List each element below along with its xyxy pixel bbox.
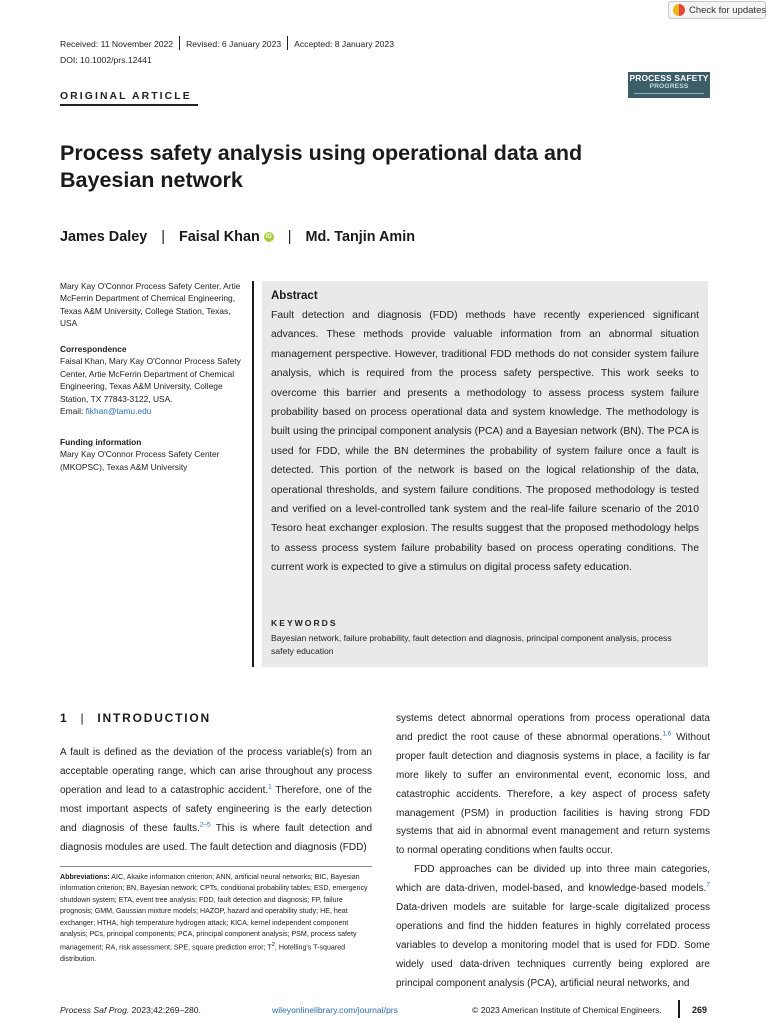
article-type-underline <box>60 104 198 106</box>
text-run: Therefore, one of the most important aspects of safety engineering is the early detection and diagnosis of these faults. <box>60 784 372 834</box>
footnote-label: Abbreviations: <box>60 873 110 881</box>
intro-column-right <box>396 710 710 994</box>
journal-logo-line1: PROCESS SAFETY <box>629 73 709 83</box>
accepted-date: Accepted: 8 January 2023 <box>294 39 394 49</box>
email-line <box>60 405 248 417</box>
footnote-sup: 2 <box>271 942 275 949</box>
funding-heading: Funding information <box>60 437 142 447</box>
article-title: Process safety analysis using operational data and Bayesian network <box>60 141 583 192</box>
text-run: systems detect abnormal operations from process operational data and predict the root cause of these abnormal operations. <box>396 713 710 743</box>
citation-link[interactable]: 1,6 <box>662 730 672 738</box>
keywords-label: KEYWORDS <box>271 618 338 628</box>
funding <box>60 436 248 473</box>
paragraph <box>60 744 372 857</box>
citation-link[interactable]: 2–5 <box>199 821 211 829</box>
text-run: This is where fault detection and diagnosis modules are used. The fault detection and diagnosis (FDD) <box>60 822 373 853</box>
check-for-updates-button[interactable] <box>668 1 766 19</box>
author-name[interactable]: James Daley <box>60 229 148 245</box>
keywords-text: Bayesian network, failure probability, fault detection and diagnosis, principal component analysis, process safety education <box>271 633 672 656</box>
text-run: A fault is defined as the deviation of the process variable(s) from an acceptable operating range, which can arise throughout any process operation and lead to a catastrophic accident. <box>60 747 372 796</box>
footnote-rule <box>60 866 372 867</box>
email-label: Email: <box>60 406 86 417</box>
text-run: Without proper fault detection and diagnosis systems in place, a facility is far more likely to suffer an environmental event, economic loss, and catastrophic accidents. Therefore, a key aspect of process safety management (PSM) in production facilities is having strong FDD systems that aid in abnormal event management and return systems to normal operating conditions when faults occur. <box>396 731 710 857</box>
email-link[interactable]: fikhan@tamu.edu <box>85 406 152 417</box>
journal-logo-rule <box>634 93 704 94</box>
funding-text: Mary Kay O'Connor Process Safety Center (MKOPSC), Texas A&M University <box>60 449 220 472</box>
paragraph <box>396 861 710 993</box>
revised-date: Revised: 6 January 2023 <box>186 39 282 49</box>
section-heading <box>60 711 211 725</box>
abstract-body: Fault detection and diagnosis (FDD) methods have recently experienced significant advances. These methods provide valuable information from an abnormal situation management perspective. However, traditional FDD methods do not consider system failure analysis, which is required from the process safety perspective. This work seeks to overcome this barrier and presents a methodology to assess process system failure probability based on process operational data and system knowledge. The methodology is built using the principal component analysis (PCA) and a Bayesian network (BN). The PCA is used for FDD, while the BN determines the probability of system failure once a fault is detected. This portion of the network is based on the logical relationship of the data, operational thresholds, and system failure conditions. The proposed methodology is tested and verified on a level-controlled tank system and the real-life failure scenario of the 2010 Tesoro heat exchanger explosion. The results suggest that the proposed methodology helps to assess process system failure probability based on process operating conditions. The current work is expected to give a stimulus on digital process safety education. <box>271 310 699 574</box>
correspondence-heading: Correspondence <box>60 344 127 354</box>
journal-logo[interactable] <box>628 72 710 98</box>
section-title: INTRODUCTION <box>97 711 211 725</box>
doi[interactable]: DOI: 10.1002/prs.12441 <box>60 55 152 65</box>
journal-logo-line2: PROGRESS <box>649 83 689 90</box>
section-number: 1 <box>60 711 69 725</box>
author-name[interactable]: Faisal Khan <box>178 229 260 245</box>
received-date: Received: 11 November 2022 <box>60 39 174 49</box>
orcid-icon[interactable]: iD <box>265 234 272 240</box>
correspondence-text: Faisal Khan, Mary Kay O'Connor Process Safety Center, Artie McFerrin Department of Chemical Engineering, Texas A&M University, College Station, TX 77843-3122, USA. <box>60 356 241 404</box>
citation-link[interactable]: 1 <box>268 783 272 791</box>
footer-journal: Process Saf Prog. <box>60 1005 130 1015</box>
citation-link[interactable]: 7 <box>706 881 710 889</box>
article-type: ORIGINAL ARTICLE <box>60 91 192 102</box>
paragraph <box>396 710 710 861</box>
section-separator: | <box>80 711 86 725</box>
correspondence <box>60 343 248 417</box>
abbreviations-footnote <box>60 872 372 966</box>
author-name[interactable]: Md. Tanjin Amin <box>305 229 416 245</box>
footer-volume: 2023;42:269–280. <box>129 1005 201 1015</box>
abstract-heading: Abstract <box>271 290 318 302</box>
author-separator: | <box>161 229 165 245</box>
footer-copyright: © 2023 American Institute of Chemical Engineers. <box>472 1005 662 1015</box>
footnote-end: , Hotelling's T-squared distribution. <box>60 943 346 964</box>
footer-citation <box>60 1005 201 1015</box>
intro-column-left <box>60 744 372 857</box>
footnote-text: AIC, Akaike information criterion; ANN, artificial neural networks; BIC, Bayesian information criterion; BN, Bayesian network; CPTs, conditional probability tables; ESD, emergency shutdown system; ETA, event tree analysis; FDD, fault detection and diagnosis; FP, failure prognosis; GMM, Gaussian mixture models; HAZOP, hazard and operability study; HE, heat exchanger; HTHA, high temperature hydrogen attack; KICA, kernel independent component analysis; PCs, principal components; PCA, principal component analysis; PSM, process safety management; RA, risk assessment; SPE, square prediction error; T <box>60 873 368 952</box>
text-run: Data-driven models are suitable for large-scale digitalized process operations and find the hidden features in highly correlated process variables to develop a monitoring model that is used for FDD. Some widely used data-driven techniques currently being explored are principal component analysis (PCA), artificial neural networks, and <box>396 902 710 989</box>
footer-url[interactable]: wileyonlinelibrary.com/journal/prs <box>272 1005 398 1015</box>
check-for-updates-label: Check for updates <box>689 4 767 16</box>
abstract-rule <box>252 281 254 667</box>
author-list <box>60 229 415 245</box>
crossmark-icon <box>673 4 685 16</box>
footer-divider <box>678 1000 680 1018</box>
author-separator: | <box>287 229 292 245</box>
page-number: 269 <box>692 1005 708 1015</box>
affiliation: Mary Kay O'Connor Process Safety Center, Artie McFerrin Department of Chemical Engineering, Texas A&M University, College Station, Texas, USA <box>60 281 241 329</box>
text-run: FDD approaches can be divided up into three main categories, which are data-driven, model-based, and knowledge-based models. <box>396 864 710 895</box>
article-dates <box>60 39 400 50</box>
